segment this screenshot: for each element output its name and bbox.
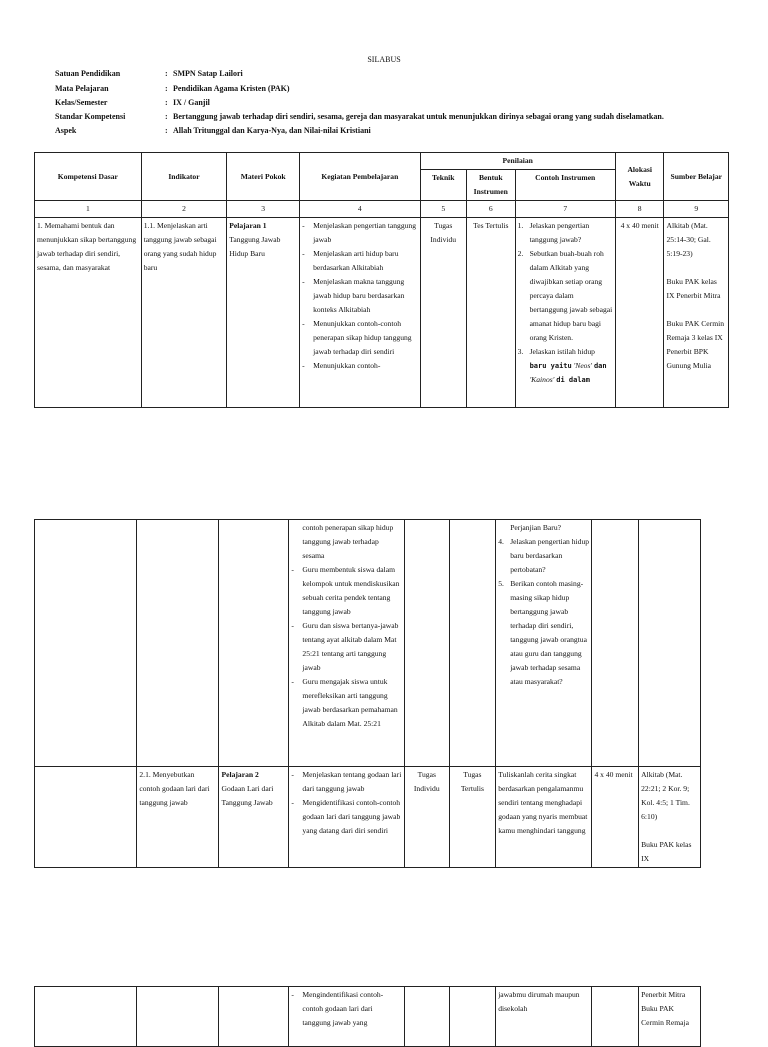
- materi-body: Tanggung Jawab Hidup Baru: [229, 235, 281, 258]
- header-label: Aspek: [55, 126, 77, 135]
- cell-contoh: [496, 520, 592, 767]
- header-label: Mata Pelajaran: [55, 84, 109, 93]
- col-header-penilaian: Penilaian: [420, 153, 615, 170]
- syllabus-table-page1: [34, 152, 729, 408]
- cell-alokasi: 4 x 40 menit: [592, 767, 639, 868]
- column-number-row: [35, 201, 729, 218]
- list-item: Perjanjian Baru?: [510, 523, 562, 532]
- cell-materi: [227, 218, 300, 408]
- cell-bentuk: [449, 520, 496, 767]
- cell-kegiatan: [289, 520, 405, 767]
- cell-teknik: [404, 987, 449, 1047]
- list-item: contoh penerapan sikap hidup tanggung jawab terhadap sesama: [302, 523, 394, 560]
- cell-teknik: Tugas Individu: [420, 218, 466, 408]
- list-item: - Menunjukkan contoh-: [302, 359, 417, 373]
- list-item: - Menjelaskan arti hidup baru berdasarkan Alkitabiah: [302, 247, 417, 275]
- cell-materi: [219, 520, 289, 767]
- column-number: 7: [515, 201, 615, 218]
- cell-kd: [35, 520, 137, 767]
- header-label: Kelas/Semester: [55, 98, 108, 107]
- list-item: 2. Sebutkan buah-buah roh dalam Alkitab yang diwajibkan setiap orang percaya dalam bertanggung jawab sebagai amanat hidup baru bagi orang Kristen.: [517, 249, 613, 342]
- list-item: - Mengidentifikasi contoh-contoh godaan lari dari tanggung jawab yang datang dari diri sendiri: [291, 796, 402, 838]
- cell-contoh: Tuliskanlah cerita singkat berdasarkan pengalamanmu sendiri tentang menghadapi godaan yang nyaris membuat kamu menghindari tanggung: [496, 767, 592, 868]
- document-title: SILABUS: [367, 55, 401, 64]
- list-item: - Guru mengajak siswa untuk merefleksikan arti tanggung jawab berdasarkan pemahaman Alkitab dalam Mat. 25:21: [291, 675, 402, 731]
- materi-title: Pelajaran 2: [221, 770, 259, 779]
- col-header-kegiatan: Kegiatan Pembelajaran: [300, 153, 420, 201]
- cell-alokasi: 4 x 40 menit: [615, 218, 664, 408]
- header-colon: :: [165, 69, 168, 78]
- sumber-item: Cermin Remaja: [641, 1018, 689, 1027]
- column-number: 8: [615, 201, 664, 218]
- list-item: 5. Berikan contoh masing-masing sikap hidup bertanggung jawab terhadap diri sendiri, tanggung jawab orangtua atau guru dan tanggung jawab terhadap sesama atau masyarakat?: [498, 579, 587, 686]
- list-item: - Menjelaskan makna tanggung jawab hidup baru berdasarkan konteks Alkitabiah: [302, 275, 417, 317]
- cell-indikator: [137, 520, 219, 767]
- cell-kd: [35, 767, 137, 868]
- cell-sumber: [639, 520, 701, 767]
- syllabus-table-page2: [34, 519, 701, 868]
- list-item: - Menunjukkan contoh-contoh penerapan sikap hidup tanggung jawab terhadap diri sendiri: [302, 317, 417, 359]
- cell-kegiatan: [289, 987, 405, 1047]
- header-value: Pendidikan Agama Kristen (PAK): [173, 84, 290, 93]
- table-row: [35, 987, 701, 1047]
- cell-teknik: Tugas Individu: [404, 767, 449, 868]
- sumber-item: Buku PAK Cermin Remaja 3 kelas IX Penerbit BPK Gunung Mulia: [666, 319, 725, 370]
- column-number: 2: [141, 201, 227, 218]
- col-header-indikator: Indikator: [141, 153, 227, 201]
- list-item: - Mengindentifikasi contoh-contoh godaan lari dari tanggung jawab yang: [291, 988, 402, 1030]
- col-header-alokasi: Alokasi Waktu: [615, 153, 664, 201]
- header-colon: :: [165, 112, 168, 121]
- cell-kd: 1. Memahami bentuk dan menunjukkan sikap bertanggung jawab terhadap diri sendiri, sesama, dan masyarakat: [35, 218, 142, 408]
- list-item: - Menjelaskan pengertian tanggung jawab: [302, 219, 417, 247]
- cell-indikator: [137, 987, 219, 1047]
- cell-materi: [219, 767, 289, 868]
- cell-contoh: [515, 218, 615, 408]
- materi-title: Pelajaran 1: [229, 221, 267, 230]
- cell-indikator: 2.1. Menyebutkan contoh godaan lari dari tanggung jawab: [137, 767, 219, 868]
- cell-bentuk: [449, 987, 496, 1047]
- list-item: 1. Jelaskan pengertian tanggung jawab?: [517, 221, 590, 244]
- cell-alokasi: [592, 520, 639, 767]
- header-colon: :: [165, 126, 168, 135]
- sumber-item: Alkitab (Mat. 25:14-30; Gal. 5:19-23): [666, 221, 711, 258]
- column-number: 4: [300, 201, 420, 218]
- column-number: 9: [664, 201, 729, 218]
- cell-alokasi: [592, 987, 639, 1047]
- sumber-item: Alkitab (Mat. 22:21; 2 Kor. 9; Kol. 4:5; 1 Tim. 6:10): [641, 770, 690, 821]
- cell-teknik: [404, 520, 449, 767]
- header-label: Standar Kompetensi: [55, 112, 126, 121]
- column-number: 6: [466, 201, 515, 218]
- list-item: - Menjelaskan tentang godaan lari dari tanggung jawab: [291, 768, 402, 796]
- cell-bentuk: Tugas Tertulis: [449, 767, 496, 868]
- header-colon: :: [165, 84, 168, 93]
- cell-sumber: [664, 218, 729, 408]
- sumber-item: Buku PAK: [641, 1004, 674, 1013]
- list-item: - Guru membentuk siswa dalam kelompok untuk mendiskusikan sebuah cerita pendek tentang tanggung jawab: [291, 563, 402, 619]
- col-header-bentuk: Bentuk Instrumen: [466, 170, 515, 201]
- col-header-teknik: Teknik: [420, 170, 466, 201]
- header-value: SMPN Satap Lailori: [173, 69, 243, 78]
- table-row: [35, 218, 729, 408]
- cell-kd: [35, 987, 137, 1047]
- cell-kegiatan: [289, 767, 405, 868]
- col-header-contoh: Contoh Instrumen: [515, 170, 615, 201]
- column-number: 5: [420, 201, 466, 218]
- cell-bentuk: Tes Tertulis: [466, 218, 515, 408]
- cell-materi: [219, 987, 289, 1047]
- list-item: 4. Jelaskan pengertian hidup baru berdasarkan pertobatan?: [498, 537, 590, 574]
- col-header-materi: Materi Pokok: [227, 153, 300, 201]
- cell-indikator: 1.1. Menjelaskan arti tanggung jawab sebagai orang yang sudah hidup baru: [141, 218, 227, 408]
- cell-contoh: jawabmu dirumah maupun disekolah: [496, 987, 592, 1047]
- sumber-item: Buku PAK kelas IX Penerbit Mitra: [666, 277, 721, 300]
- list-item: - Guru dan siswa bertanya-jawab tentang ayat alkitab dalam Mat 25:21 tentang arti tanggung jawab: [291, 619, 402, 675]
- table-row: [35, 767, 701, 868]
- cell-kegiatan: [300, 218, 420, 408]
- materi-body: Godaan Lari dari Tanggung Jawab: [221, 784, 274, 807]
- cell-sumber: [639, 767, 701, 868]
- column-number: 3: [227, 201, 300, 218]
- col-header-sumber: Sumber Belajar: [664, 153, 729, 201]
- list-item: 3. Jelaskan istilah hidup baru yaitu 'Neos' dan 'Kainos' di dalam: [517, 347, 607, 384]
- sumber-item: Penerbit Mitra: [641, 990, 686, 999]
- header-value: Allah Tritunggal dan Karya-Nya, dan Nilai-nilai Kristiani: [173, 126, 371, 135]
- sumber-item: Buku PAK kelas IX: [641, 840, 692, 863]
- header-label: Satuan Pendidikan: [55, 69, 121, 78]
- column-number: 1: [35, 201, 142, 218]
- cell-sumber: [639, 987, 701, 1047]
- header-value: Bertanggung jawab terhadap diri sendiri, sesama, gereja dan masyarakat untuk menunjukkan dirinya sebagai orang yang sudah diselamatkan.: [173, 112, 664, 121]
- header-value: IX / Ganjil: [173, 98, 210, 107]
- col-header-kd: Kompetensi Dasar: [35, 153, 142, 201]
- table-row: [35, 520, 701, 767]
- syllabus-table-page3: [34, 986, 701, 1047]
- header-colon: :: [165, 98, 168, 107]
